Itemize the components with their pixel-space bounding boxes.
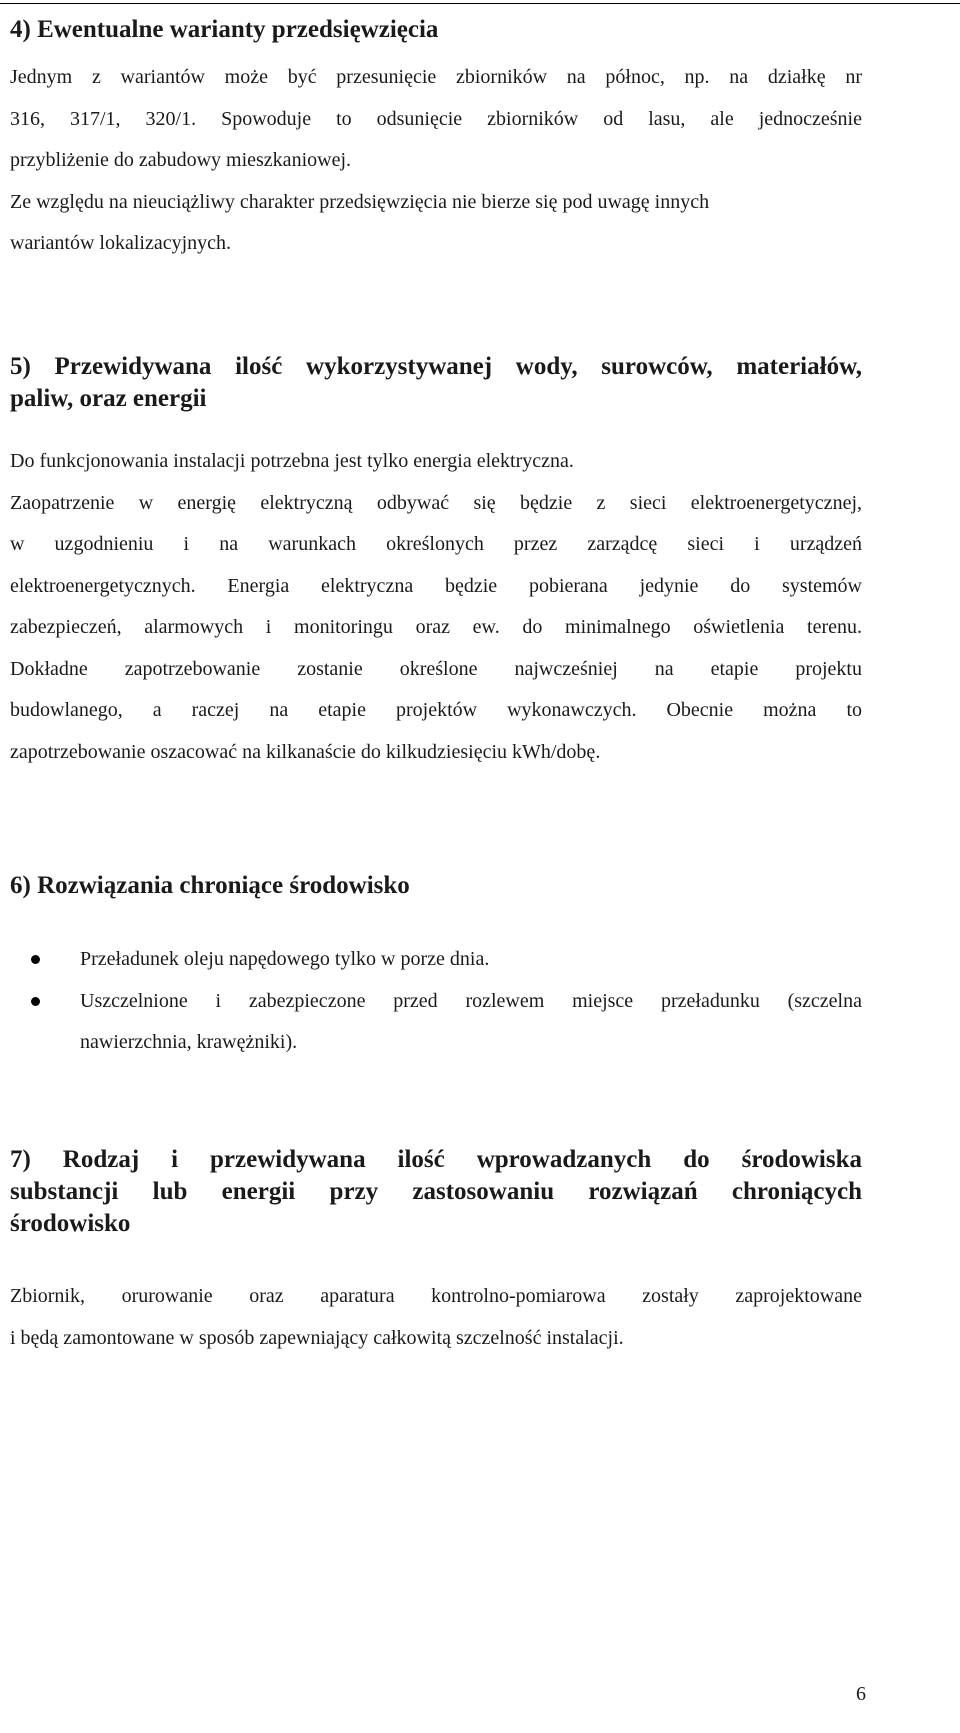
section-4-line-2: 316, 317/1, 320/1. Spowoduje to odsunięcie zbiorników od lasu, ale jednocześnie — [10, 107, 862, 130]
section-4-line-3: przybliżenie do zabudowy mieszkaniowej. — [10, 149, 351, 171]
section-5-line-1: Do funkcjonowania instalacji potrzebna jest tylko energia elektryczna. — [10, 450, 574, 472]
top-rule — [0, 3, 960, 4]
section-4-line-5: wariantów lokalizacyjnych. — [10, 232, 232, 254]
section-5-line-6: Dokładne zapotrzebowanie zostanie określone najwcześniej na etapie projektu — [10, 657, 862, 680]
section-7-heading — [10, 1144, 862, 1240]
section-7-heading-line-2: substancji lub energii przy zastosowaniu rozwiązań chroniących — [10, 1178, 862, 1205]
bullet-dot-icon — [31, 997, 40, 1006]
section-5-line-3: w uzgodnieniu i na warunkach określonych przez zarządcę sieci i urządzeń — [10, 533, 862, 555]
bullet-2-line-2: nawierzchnia, krawężniki). — [80, 1031, 298, 1053]
section-5-line-2: Zaopatrzenie w energię elektryczną odbywać się będzie z sieci elektroenergetycznej, — [10, 491, 862, 514]
section-4-body — [10, 57, 862, 265]
bullet-item — [10, 981, 862, 1064]
section-5-body — [10, 441, 862, 773]
section-6-bullet-list — [10, 939, 862, 1064]
bullet-1-line-1: Przeładunek oleju napędowego tylko w porze dnia. — [80, 948, 490, 970]
bullet-2-line-1: Uszczelnione i zabezpieczone przed rozlewem miejsce przeładunku (szczelna — [80, 989, 862, 1012]
section-7-line-2: i będą zamontowane w sposób zapewniający całkowitą szczelność instalacji. — [10, 1326, 624, 1349]
page-number: 6 — [856, 1683, 866, 1705]
section-5-line-4: elektroenergetycznych. Energia elektryczna będzie pobierana jedynie do systemów — [10, 574, 862, 597]
section-5-line-5: zabezpieczeń, alarmowych i monitoringu oraz ew. do minimalnego oświetlenia terenu. — [10, 616, 862, 638]
bullet-dot-icon — [31, 955, 40, 964]
section-7-body — [10, 1276, 862, 1359]
section-5-heading-line-1: 5) Przewidywana ilość wykorzystywanej wody, surowców, materiałów, — [10, 353, 862, 380]
section-4-line-1: Jednym z wariantów może być przesunięcie zbiorników na północ, np. na działkę nr — [10, 66, 862, 88]
bullet-item — [10, 939, 862, 981]
section-5-line-8: zapotrzebowanie oszacować na kilkanaście do kilkudziesięciu kWh/dobę. — [10, 740, 601, 763]
section-7-line-1: Zbiornik, orurowanie oraz aparatura kontrolno-pomiarowa zostały zaprojektowane — [10, 1285, 862, 1307]
section-6-heading: 6) Rozwiązania chroniące środowisko — [10, 872, 410, 899]
section-5-heading-line-2: paliw, oraz energii — [10, 385, 207, 412]
section-7-heading-line-1: 7) Rodzaj i przewidywana ilość wprowadzanych do środowiska — [10, 1146, 862, 1173]
section-5-line-7: budowlanego, a raczej na etapie projektów wykonawczych. Obecnie można to — [10, 699, 862, 721]
section-5-heading — [10, 351, 862, 415]
section-4-line-4: Ze względu na nieuciążliwy charakter przedsięwzięcia nie bierze się pod uwagę innych — [10, 190, 710, 213]
section-4-heading: 4) Ewentualne warianty przedsięwzięcia — [10, 16, 439, 43]
section-7-heading-line-3: środowisko — [10, 1210, 131, 1237]
